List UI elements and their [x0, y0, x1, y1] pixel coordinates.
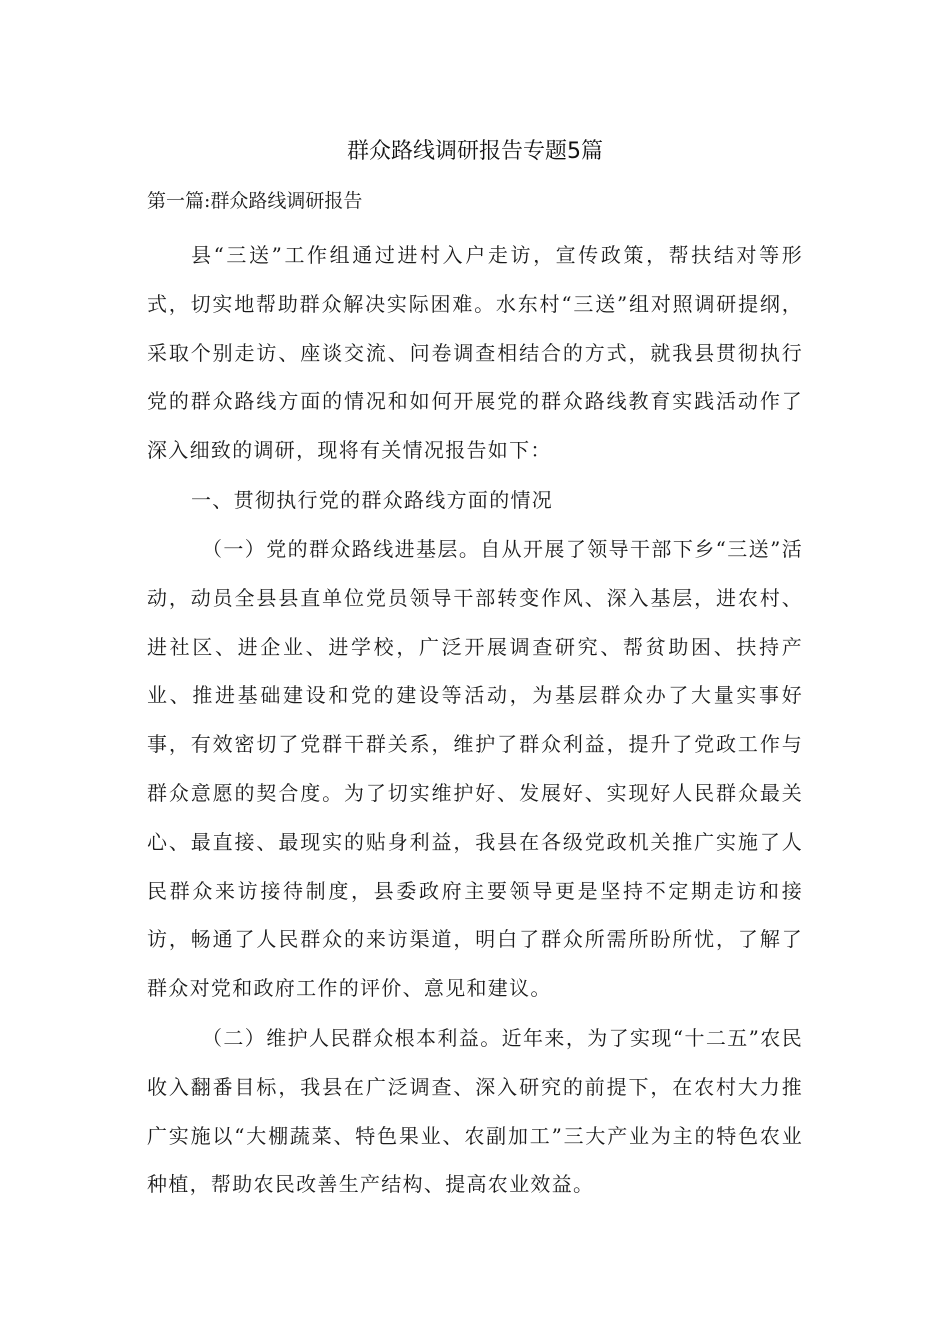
paragraph-subheading-1: 一、贯彻执行党的群众路线方面的情况	[191, 488, 554, 512]
document-title: 群众路线调研报告专题5篇	[347, 139, 603, 164]
section-heading: 第一篇:群众路线调研报告	[147, 190, 363, 212]
paragraph-point-1: （一）党的群众路线进基层。自从开展了领导干部下乡“三送”活动，动员全县县直单位党员领导干部转变作风、深入基层，进农村、进社区、进企业、进学校，广泛开展调查研究、帮贫助困、扶持产业、推进基础建设和党的建设等活动，为基层群众办了大量实事好事，有效密切了党群干群关系，维护了群众利益，提升了党政工作与群众意愿的契合度。为了切实维护好、发展好、实现好人民群众最关心、最直接、最现实的贴身利益，我县在各级党政机关推广实施了人民群众来访接待制度，县委政府主要领导更是坚持不定期走访和接访，畅通了人民群众的来访渠道，明白了群众所需所盼所忧，了解了群众对党和政府工作的评价、意见和建议。	[147, 537, 803, 1001]
paragraph-intro: 县“三送”工作组通过进村入户走访，宣传政策，帮扶结对等形式，切实地帮助群众解决实际困难。水东村“三送”组对照调研提纲，采取个别走访、座谈交流、问卷调查相结合的方式，就我县贯彻执行党的群众路线方面的情况和如何开展党的群众路线教育实践活动作了深入细致的调研，现将有关情况报告如下：	[147, 243, 803, 463]
paragraph-point-2: （二）维护人民群众根本利益。近年来，为了实现“十二五”农民收入翻番目标，我县在广泛调查、深入研究的前提下，在农村大力推广实施以“大棚蔬菜、特色果业、农副加工”三大产业为主的特色农业种植，帮助农民改善生产结构、提高农业效益。	[147, 1026, 803, 1197]
